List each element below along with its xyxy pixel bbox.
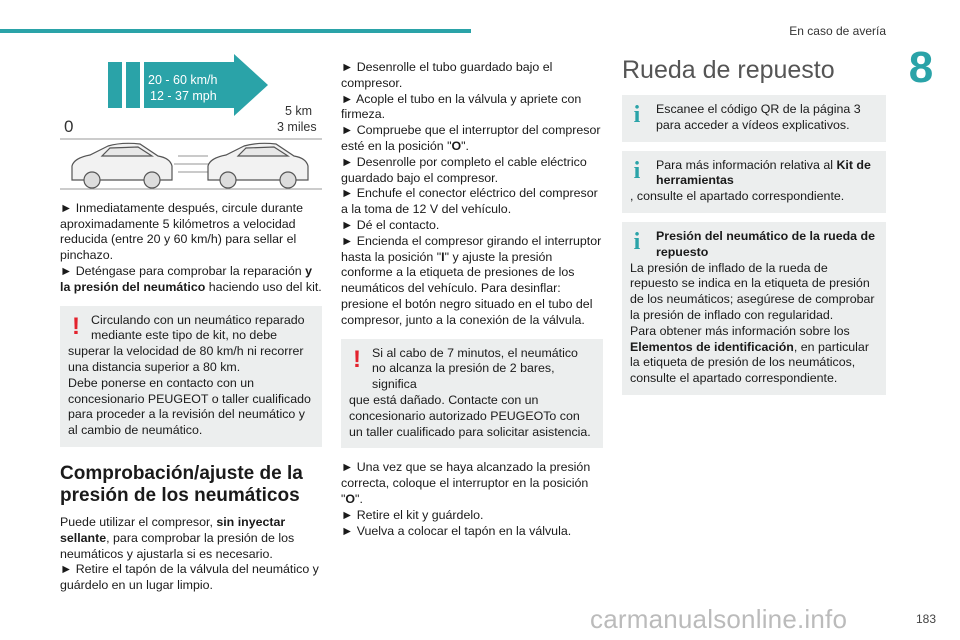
step-replace-cap: ► Vuelva a colocar el tapón en la válvula. <box>341 523 572 538</box>
page-number: 183 <box>915 612 936 626</box>
heading-spare-wheel: Rueda de repuesto <box>622 56 835 84</box>
step-ignition-on: ► Dé el contacto. <box>341 217 440 232</box>
heading-pressure-check: Comprobación/ajuste de la presión de los neumáticos <box>60 462 303 506</box>
section-title: En caso de avería <box>789 24 886 38</box>
step-plug-connector: ► Enchufe el conector eléctrico del compresor a la toma de 12 V del vehículo. <box>341 186 598 217</box>
info-icon: i <box>633 102 641 128</box>
speed-mph: 12 - 37 mph <box>150 89 217 103</box>
step-switch-off: ► Una vez que se haya alcanzado la presión correcta, coloque el interruptor en la posición "O". <box>341 460 591 506</box>
info-box-qr: i Escanee el código QR de la página 3 para acceder a vídeos explicativos. <box>622 95 886 142</box>
paragraph-compressor-use: Puede utilizar el compresor, sin inyectar sellante, para comprobar la presión de los neumáticos y ajustarla si es necesario. <box>60 514 295 561</box>
step-stop-check: ► Deténgase para comprobar la reparación y la presión del neumático haciendo uso del kit. <box>60 263 322 294</box>
speed-kmh: 20 - 60 km/h <box>148 73 218 87</box>
distance-km: 5 km <box>285 104 313 118</box>
step-attach-tube: ► Acople el tubo en la válvula y apriete con firmeza. <box>341 91 582 122</box>
step-start-compressor: ► Encienda el compresor girando el interruptor hasta la posición "I" y ajuste la presión conforme a la etiqueta de presiones de los neumáticos del vehículo. Para desinflar: presione el botón negro situado en el tubo del compresor, junto a la conexión de la válvula. <box>341 233 602 327</box>
info-icon: i <box>633 228 641 255</box>
distance-miles: 3 miles <box>277 120 317 134</box>
step-check-switch: ► Compruebe que el interruptor del compresor esté en la posición "O". <box>341 123 601 153</box>
column-2 <box>341 60 603 539</box>
step-unroll-cable: ► Desenrolle por completo el cable eléctrico guardado bajo el compresor. <box>341 154 587 185</box>
step-drive-slowly: ► Inmediatamente después, circule durante aproximadamente 5 kilómetros a velocidad reducida (entre 20 y 60 km/h) para sellar el pinchazo. <box>60 200 304 263</box>
warning-icon: ! <box>353 345 361 373</box>
info-box-spare-pressure: i Presión del neumático de la rueda de repuesto La presión de inflado de la rueda de repuesto se indica en la etiqueta de presión de los neumáticos; asegúrese de comprobar la presión de inflado con regularidad. Para obtener más información sobre los Elementos de identificación, en particular la etiqueta de presión de los neumáticos, consulte el apartado correspondiente. <box>622 222 886 395</box>
step-store-kit: ► Retire el kit y guárdelo. <box>341 507 484 522</box>
progress-stripe <box>108 62 122 108</box>
warning-box-pressure-failure: ! Si al cabo de 7 minutos, el neumático no alcanza la presión de 2 bares, significa que está dañado. Contacte con un concesionario autorizado PEUGEOTo con un taller cualificado para solicitar asistencia. <box>341 339 603 449</box>
warning-icon: ! <box>72 312 80 340</box>
warning-box-speed-limit: ! Circulando con un neumático reparado mediante este tipo de kit, no debe superar la velocidad de 80 km/h ni recorrer una distancia superior a 80 km. Debe ponerse en contacto con un concesionario PEUGEOT o taller cualificado para proceder a la revisión del neumático y al cambio de neumático. <box>60 306 322 447</box>
car-stationary-icon <box>72 143 172 188</box>
step-unroll-tube: ► Desenrolle el tubo guardado bajo el compresor. <box>341 60 553 90</box>
info-box-toolkit: i Para más información relativa al Kit de herramientas , consulte el apartado correspondiente. <box>622 151 886 213</box>
column-1 <box>60 52 322 594</box>
chapter-number: 8 <box>908 43 934 92</box>
info-icon: i <box>633 157 641 184</box>
speed-distance-figure <box>60 52 322 192</box>
column-3 <box>622 55 886 395</box>
start-label: 0 <box>64 117 74 136</box>
progress-stripe <box>126 62 140 108</box>
top-accent-bar <box>0 29 471 33</box>
watermark: carmanualsonline.info <box>590 604 848 634</box>
step-remove-cap: ► Retire el tapón de la válvula del neumático y guárdelo en un lugar limpio. <box>60 562 319 593</box>
car-moving-icon <box>174 143 308 188</box>
